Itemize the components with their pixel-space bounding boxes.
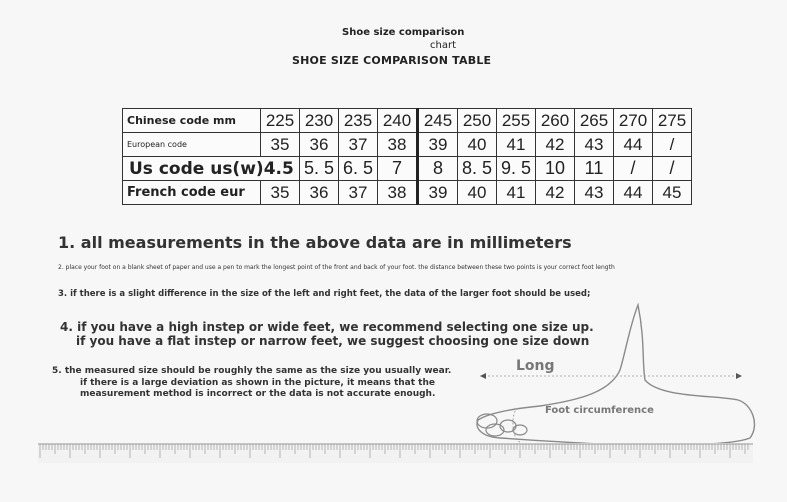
note-5-line-2: if there is a large deviation as shown in the picture, it means that the [80, 378, 435, 388]
table-cell: 230 [300, 109, 339, 133]
table-cell: 10 [536, 157, 575, 181]
table-cell: 255 [497, 109, 536, 133]
subtitle-line-1: Shoe size comparison [342, 27, 465, 38]
table-cell: 45 [653, 181, 692, 205]
table-cell: / [614, 157, 653, 181]
table-cell: 38 [378, 133, 418, 157]
table-cell: 225 [261, 109, 300, 133]
note-4-line-1: 4. if you have a high instep or wide feet, we recommend selecting one size up. [60, 320, 594, 334]
table-cell: 275 [653, 109, 692, 133]
table-cell: 36 [300, 133, 339, 157]
table-cell: 240 [378, 109, 418, 133]
note-5-line-1: 5. the measured size should be roughly the same as the size you usually wear. [52, 366, 452, 376]
arrow-right-icon [736, 373, 742, 379]
note-5-line-3: measurement method is incorrect or the data is not accurate enough. [80, 389, 436, 399]
foot-outline-icon [460, 300, 760, 450]
row-label-us [123, 157, 300, 181]
table-cell: 44 [614, 133, 653, 157]
table-cell: 235 [339, 109, 378, 133]
table-cell: 39 [418, 133, 458, 157]
table-cell: 41 [497, 181, 536, 205]
row-label-chinese: Chinese code mm [123, 109, 261, 133]
table-cell: 44 [614, 181, 653, 205]
table-cell: 260 [536, 109, 575, 133]
table-cell: 37 [339, 181, 378, 205]
page-title: SHOE SIZE COMPARISON TABLE [292, 54, 492, 67]
table-cell: / [653, 133, 692, 157]
table-cell: 265 [575, 109, 614, 133]
table-row-chinese [123, 109, 692, 133]
table-row-french [123, 181, 692, 205]
table-cell: 42 [536, 133, 575, 157]
table-cell: 5. 5 [300, 157, 339, 181]
table-cell: 35 [261, 181, 300, 205]
note-4-line-2: if you have a flat instep or narrow feet, we suggest choosing one size down [76, 334, 590, 348]
table-cell: / [653, 157, 692, 181]
ruler-icon [38, 443, 753, 463]
table-cell: 245 [418, 109, 458, 133]
table-cell: 42 [536, 181, 575, 205]
foot-circumference-label: Foot circumference [545, 405, 654, 416]
size-table [122, 108, 692, 205]
foot-shape [477, 305, 754, 445]
table-cell: 4.5 [263, 158, 294, 179]
table-cell: 8 [418, 157, 458, 181]
table-cell: 6. 5 [339, 157, 378, 181]
table-cell: 9. 5 [497, 157, 536, 181]
table-cell: 40 [458, 181, 497, 205]
subtitle [342, 26, 472, 52]
table-row-us [123, 157, 692, 181]
table-cell: 8. 5 [458, 157, 497, 181]
toe-4 [513, 425, 527, 435]
row-label-european: European code [123, 133, 261, 157]
row-label-us-text: Us code us(w) [129, 158, 264, 179]
table-cell: 35 [261, 133, 300, 157]
long-label: Long [516, 358, 555, 374]
table-cell: 36 [300, 181, 339, 205]
table-cell: 250 [458, 109, 497, 133]
table-cell: 270 [614, 109, 653, 133]
table-cell: 38 [378, 181, 418, 205]
arrow-left-icon [480, 373, 486, 379]
table-cell: 43 [575, 133, 614, 157]
table-cell: 11 [575, 157, 614, 181]
table-cell: 43 [575, 181, 614, 205]
table-cell: 41 [497, 133, 536, 157]
note-1: 1. all measurements in the above data are in millimeters [58, 233, 572, 252]
table-cell: 7 [378, 157, 418, 181]
note-2: 2. place your foot on a blank sheet of paper and use a pen to mark the longest point of the front and back of your foot. the distance between these two points is your correct foot length [58, 264, 615, 271]
note-3: 3. if there is a slight difference in the size of the left and right feet, the data of the larger foot should be used; [58, 289, 591, 299]
table-cell: 39 [418, 181, 458, 205]
table-cell: 37 [339, 133, 378, 157]
table-cell: 40 [458, 133, 497, 157]
row-label-french: French code eur [123, 181, 261, 205]
table-row-european [123, 133, 692, 157]
subtitle-line-2: chart [430, 40, 456, 51]
